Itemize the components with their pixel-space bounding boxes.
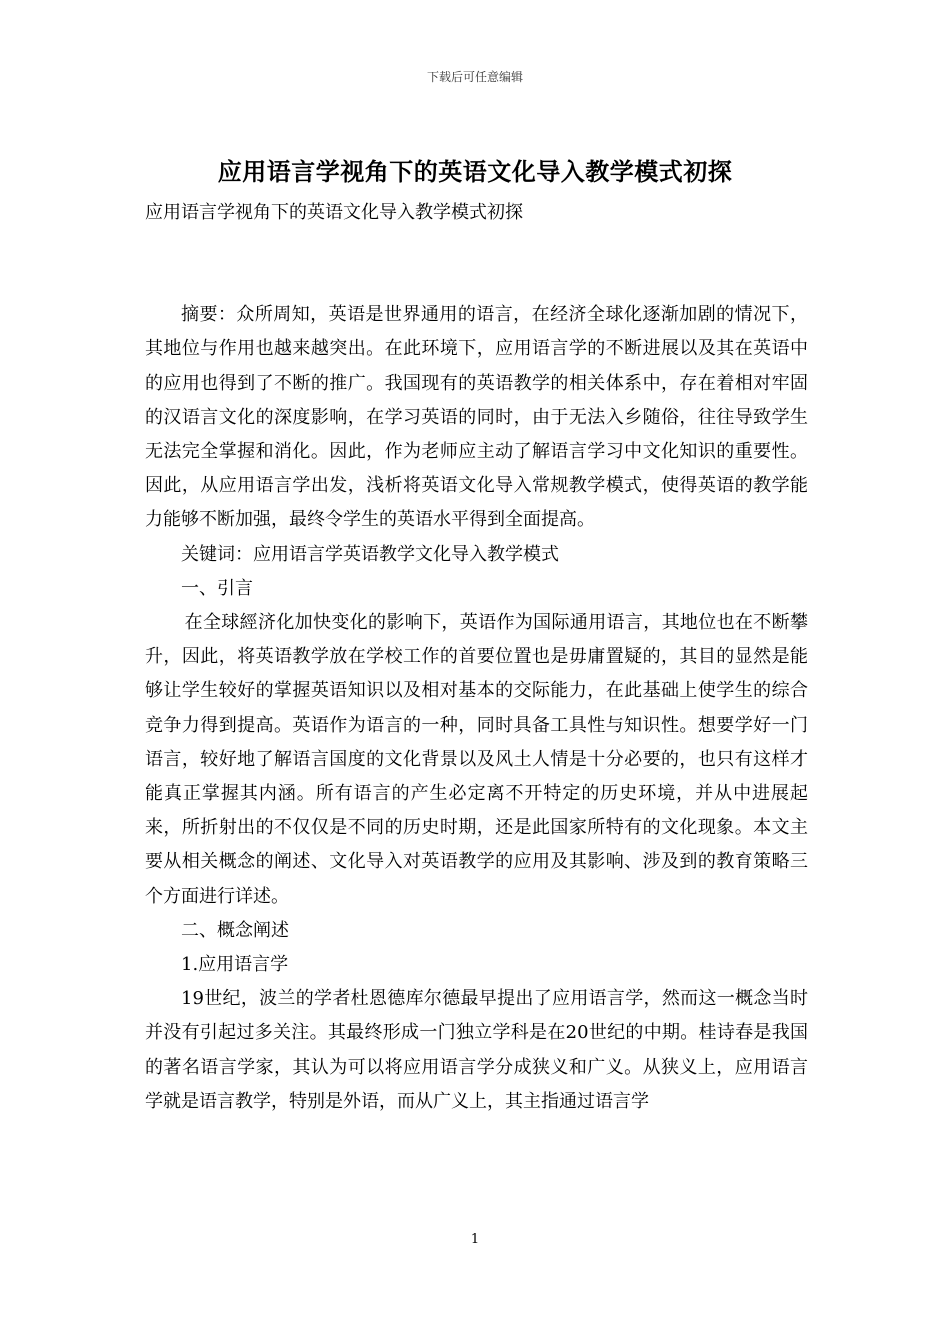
page-number: 1 (470, 1232, 480, 1247)
header-note: 下载后可任意编辑 (426, 70, 523, 84)
section-heading-introduction: 一、引言 (181, 577, 253, 599)
document-body (145, 196, 808, 1119)
section-heading-concepts: 二、概念阐述 (181, 919, 289, 941)
keywords-paragraph: 关键词：应用语言学英语教学文化导入教学模式 (181, 543, 559, 565)
applied-linguistics-paragraph: 19世纪，波兰的学者杜恩德库尔德最早提出了应用语言学，然而这一概念当时并没有引起过多关注。其最终形成一门独立学科是在20世纪的中期。桂诗春是我国的著名语言学家，其认为可以将应用语言学分成狭义和广义。从狭义上，应用语言学就是语言教学，特别是外语，而从广义上，其主指通过语言学 (145, 988, 808, 1112)
abstract-paragraph: 摘要：众所周知，英语是世界通用的语言，在经济全球化逐渐加剧的情况下，其地位与作用也越来越突出。在此环境下，应用语言学的不断进展以及其在英语中的应用也得到了不断的推广。我国现有的英语教学的相关体系中，存在着相对牢固的汉语言文化的深度影响，在学习英语的同时，由于无法入乡随俗，往往导致学生无法完全掌握和消化。因此，作为老师应主动了解语言学习中文化知识的重要性。因此，从应用语言学出发，浅析将英语文化导入常规教学模式，使得英语的教学能力能够不断加强，最终令学生的英语水平得到全面提高。 (145, 304, 808, 531)
document-subtitle: 应用语言学视角下的英语文化导入教学模式初探 (145, 202, 523, 223)
introduction-paragraph: 在全球經济化加快变化的影响下，英语作为国际通用语言，其地位也在不断攀升，因此，将英语教学放在学校工作的首要位置也是毋庸置疑的，其目的显然是能够让学生较好的掌握英语知识以及相对基本的交际能力，在此基础上使学生的综合竞争力得到提高。英语作为语言的一种，同时具备工具性与知识性。想要学好一门语言，较好地了解语言国度的文化背景以及风土人情是十分必要的，也只有这样才能真正掌握其内涵。所有语言的产生必定离不开特定的历史环境，并从中进展起来，所折射出的不仅仅是不同的历史时期，还是此国家所特有的文化现象。本文主要从相关概念的阐述、文化导入对英语教学的应用及其影响、涉及到的教育策略三个方面进行详述。 (145, 612, 808, 907)
document-title: 应用语言学视角下的英语文化导入教学模式初探 (217, 157, 733, 186)
subsection-heading-applied-linguistics: 1.应用语言学 (181, 954, 289, 976)
